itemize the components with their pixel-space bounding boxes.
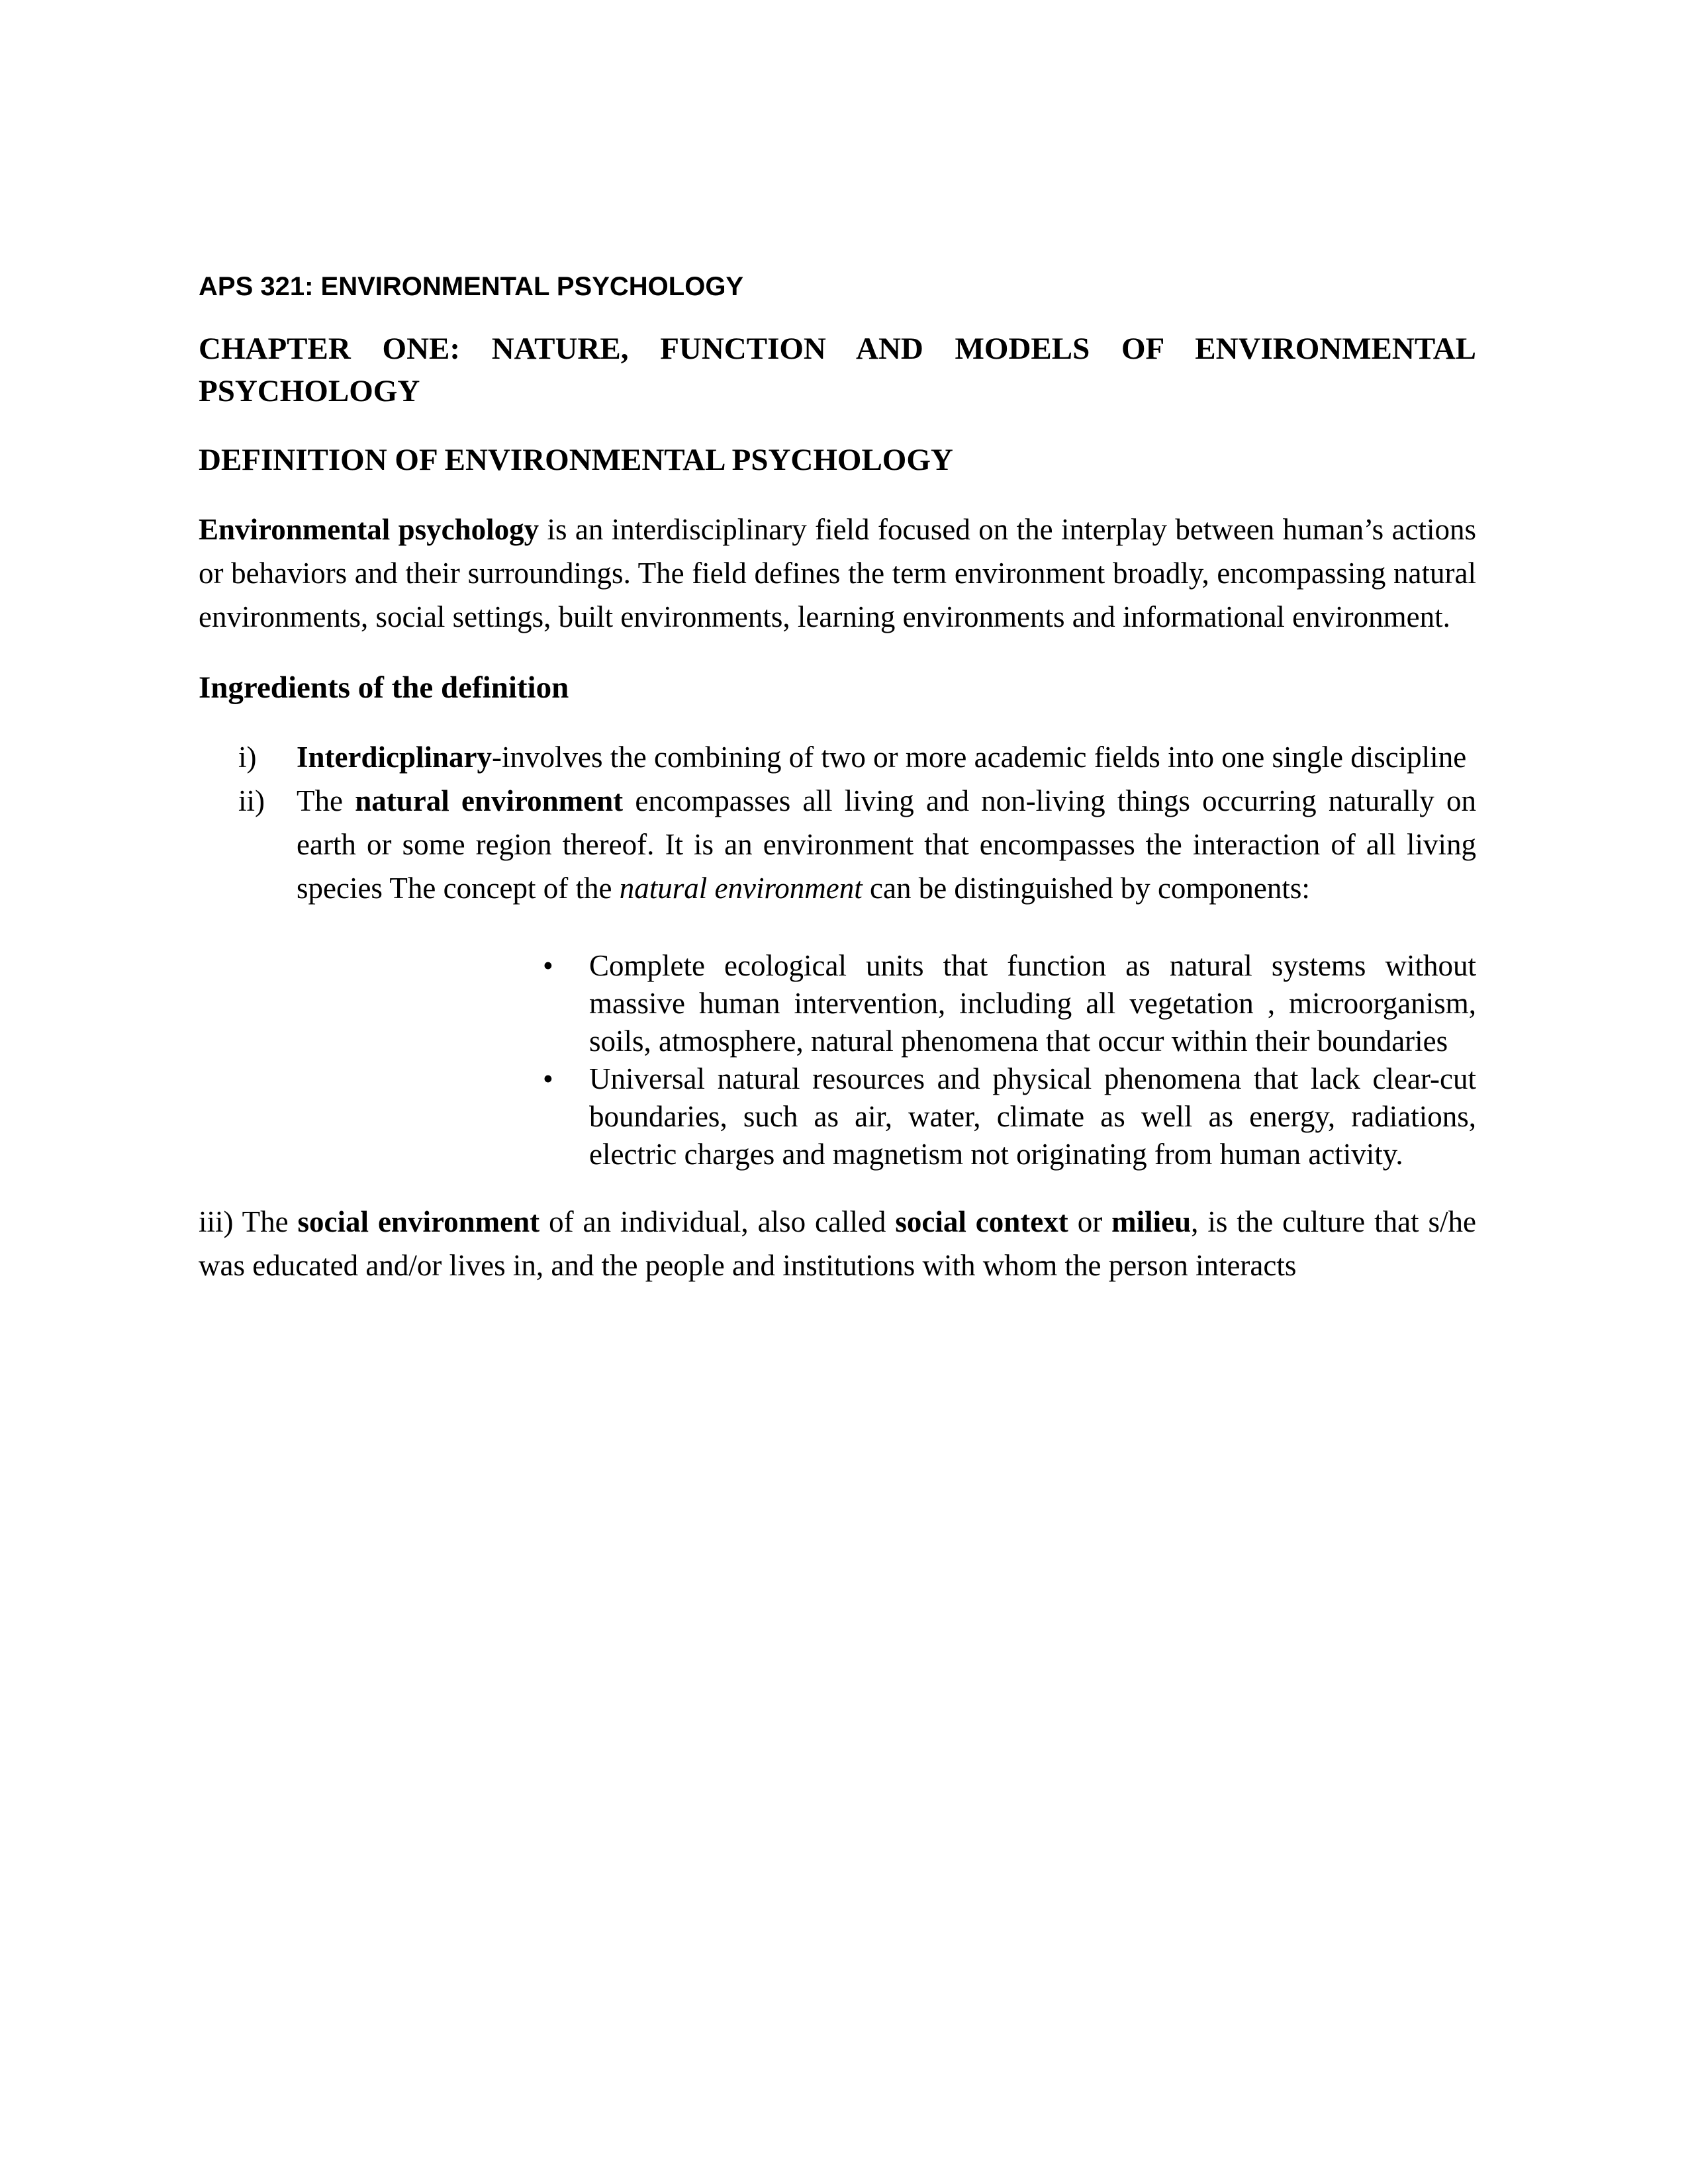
- ingredients-heading: Ingredients of the definition: [199, 670, 569, 705]
- component-item: [543, 947, 1476, 1060]
- milieu-term: milieu: [1111, 1205, 1192, 1238]
- ingredient-pre: The: [297, 784, 355, 817]
- chapter-title: CHAPTER ONE: NATURE, FUNCTION AND MODELS OF ENVIRONMENTAL PSYCHOLOGY: [199, 332, 1476, 408]
- ingredients-list: [199, 735, 1476, 910]
- ingredient-number: iii): [199, 1205, 234, 1238]
- course-title: APS 321: ENVIRONMENTAL PSYCHOLOGY: [199, 272, 744, 301]
- component-item: [543, 1060, 1476, 1173]
- ingredient-number: i): [238, 741, 257, 774]
- social-environment-term: social environment: [297, 1205, 540, 1238]
- ingredient-text: encompasses all living and non-living things occurring naturally on earth or some region thereof. It is an environment that encompasses the interaction of all living species The concept of the: [297, 784, 1476, 905]
- definition-paragraph: [199, 508, 1476, 639]
- ingredient-term: natural environment: [355, 784, 624, 817]
- ingredient-text: of an individual, also called: [539, 1205, 896, 1238]
- ingredient-item-i: [199, 735, 1476, 779]
- definition-text: is an interdisciplinary field focused on the interplay between human’s actions or behaviors and their surroundings. The field defines the term environment broadly, encompassing natural environments, social settings, built environments, learning environments and informational environment.: [199, 513, 1476, 633]
- ingredient-text: or: [1068, 1205, 1112, 1238]
- ingredient-italic-term: natural environment: [619, 872, 863, 905]
- ingredient-text: -involves the combining of two or more academic fields into one single discipline: [492, 741, 1467, 774]
- component-text: Universal natural resources and physical phenomena that lack clear-cut boundaries, such as air, water, climate as well as energy, radiations, electric charges and magnetism not originating from human activity.: [589, 1062, 1476, 1171]
- bullet-icon: •: [543, 1062, 553, 1095]
- components-list: [199, 947, 1476, 1173]
- ingredient-item-ii: [199, 779, 1476, 910]
- bullet-icon: •: [543, 949, 553, 982]
- component-text: Complete ecological units that function as natural systems without massive human intervention, including all vegetation , microorganism, soils, atmosphere, natural phenomena that occur within their boundaries: [589, 949, 1476, 1058]
- document-page: [199, 261, 1476, 1287]
- ingredient-pre: The: [233, 1205, 298, 1238]
- ingredient-number: ii): [238, 784, 265, 817]
- ingredient-term: Interdicplinary: [297, 741, 492, 774]
- ingredient-post: , is the culture that s/he was educated and/or lives in, and the people and institutions with whom the person interacts: [199, 1205, 1476, 1282]
- definition-term: Environmental psychology: [199, 513, 539, 546]
- ingredient-post: can be distinguished by components:: [862, 872, 1310, 905]
- social-context-term: social context: [895, 1205, 1068, 1238]
- ingredient-item-iii: [199, 1200, 1476, 1287]
- definition-heading: DEFINITION OF ENVIRONMENTAL PSYCHOLOGY: [199, 443, 953, 477]
